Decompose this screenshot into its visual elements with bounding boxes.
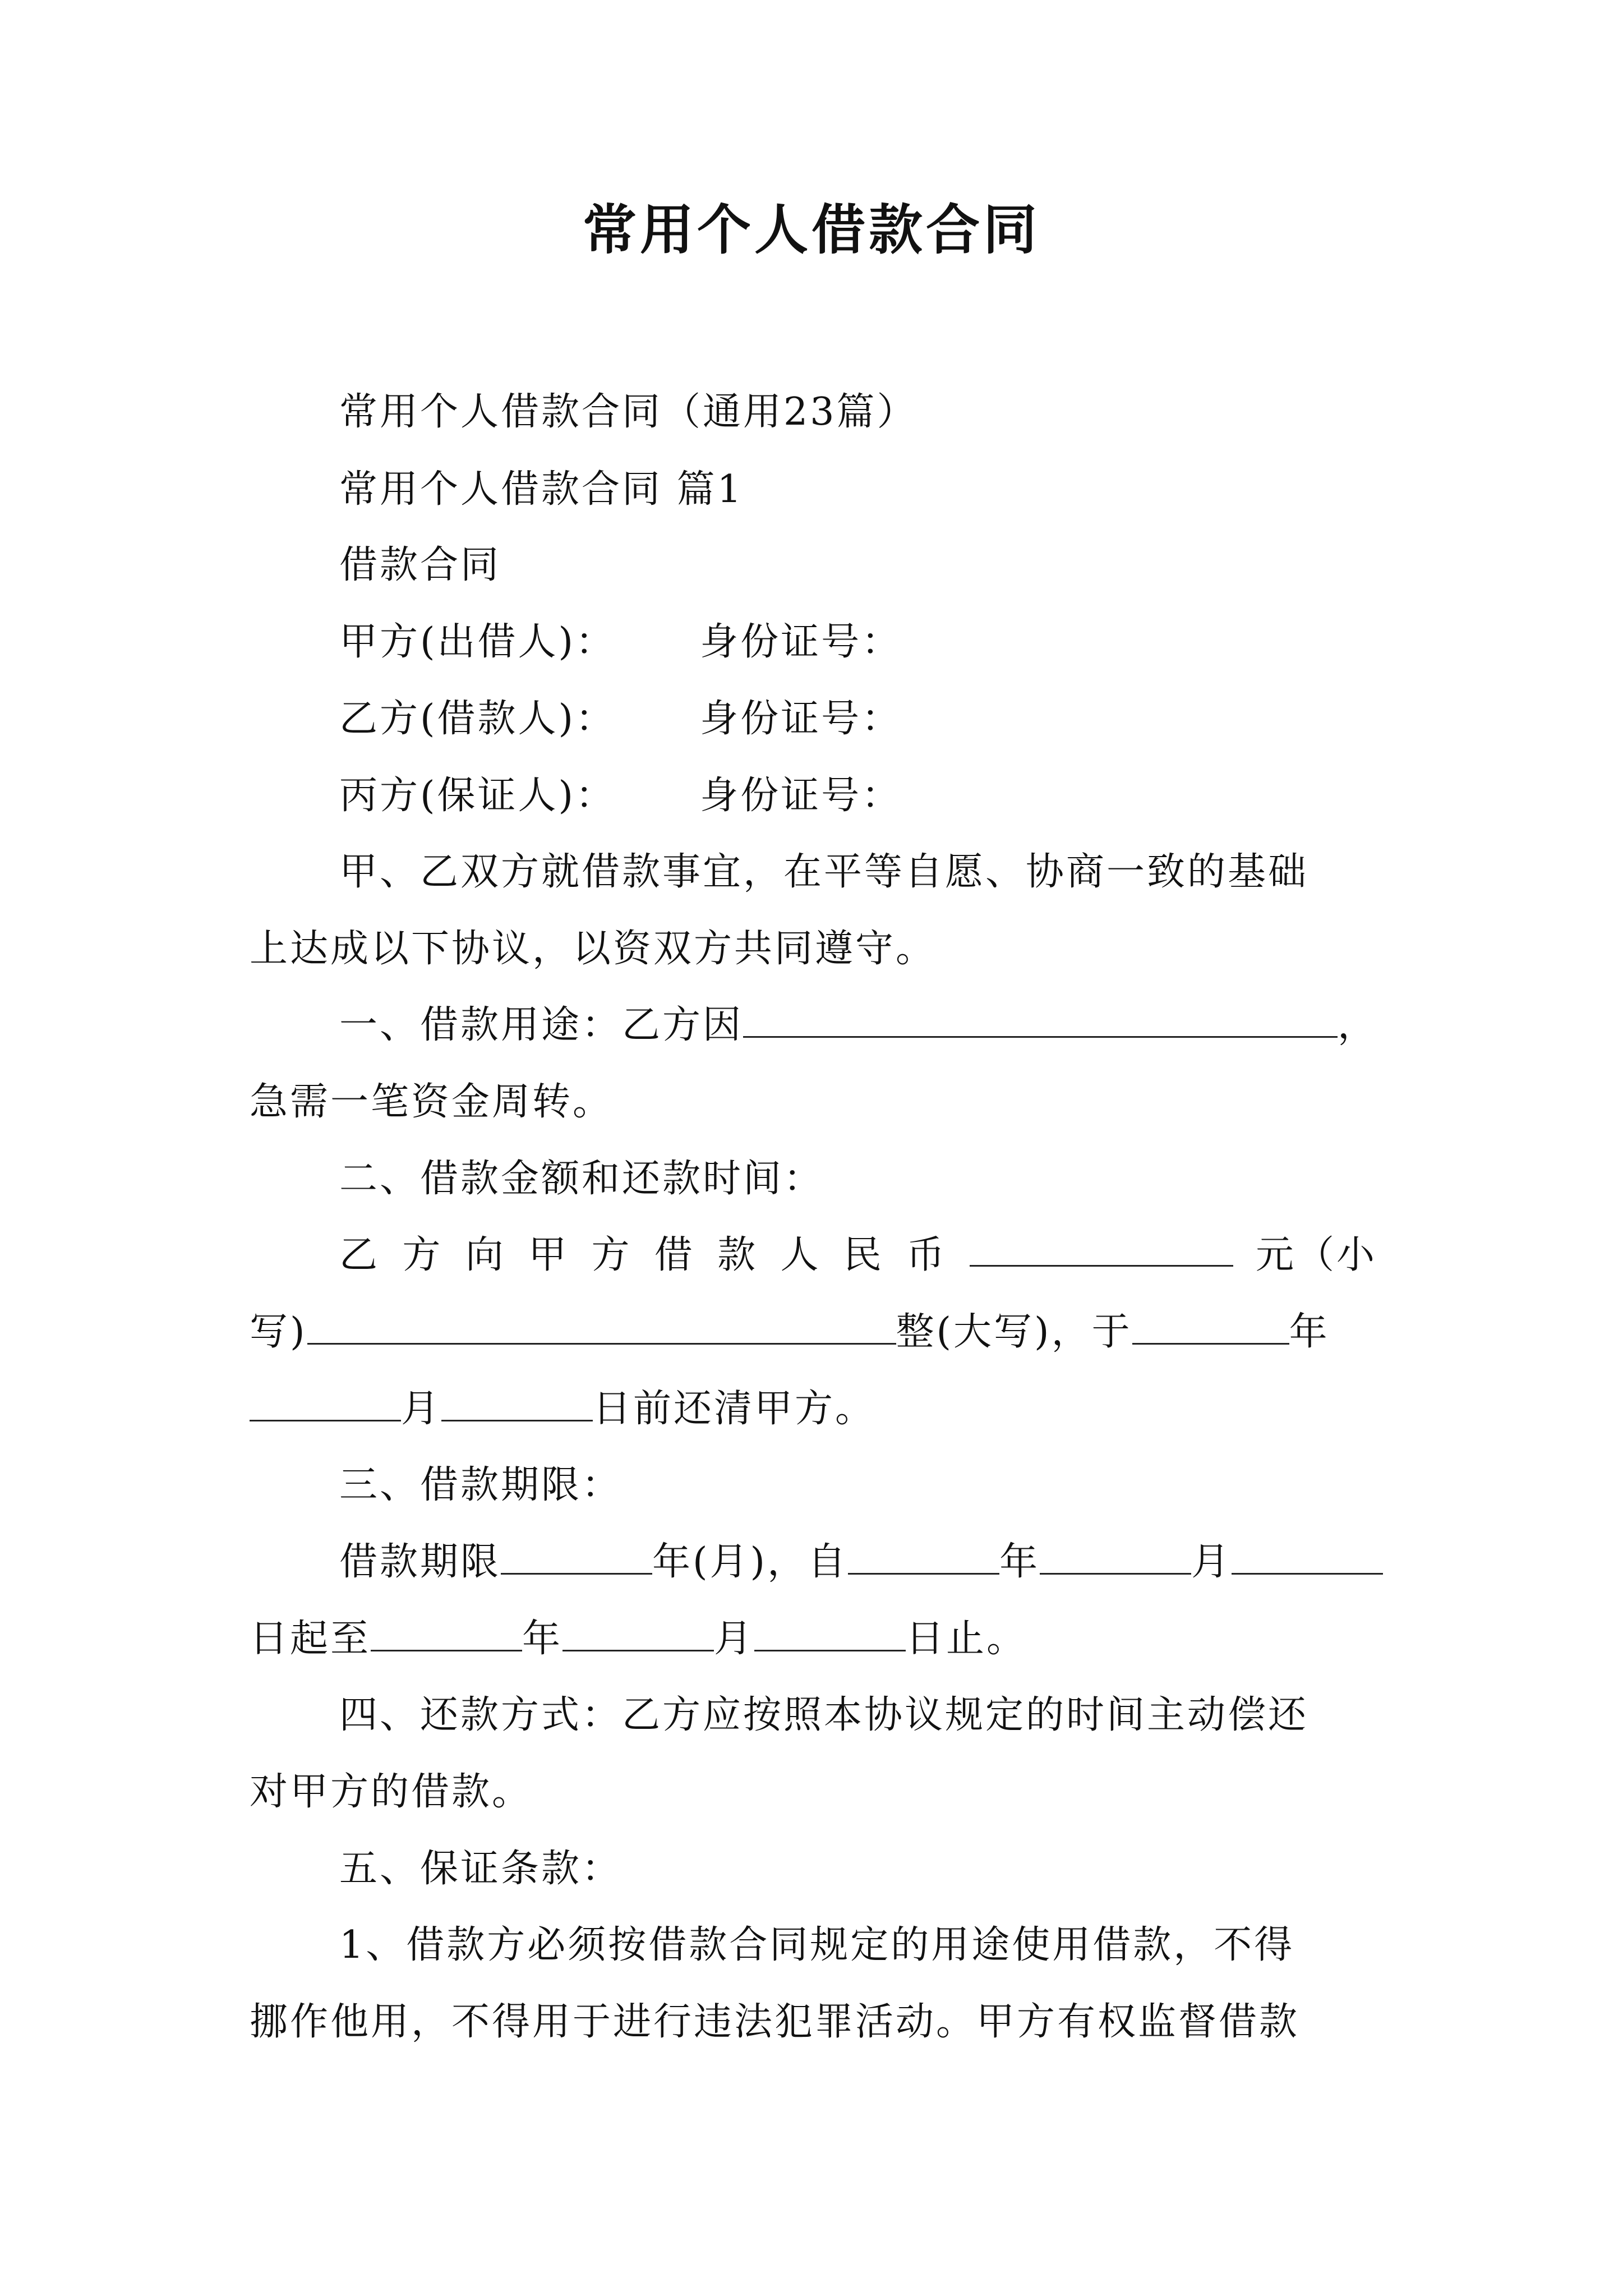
collection-title: 常用个人借款合同（通用23篇） [339, 390, 917, 434]
section-3-line-2 [250, 1614, 1377, 1664]
s2-char: 方 [402, 1233, 443, 1277]
repay-deadline-text: 日前还清甲方。 [593, 1387, 876, 1431]
party-a-line [250, 617, 1377, 668]
repay-month-blank [250, 1385, 401, 1421]
section-2-line-3 [250, 1384, 1377, 1434]
end-month-blank [562, 1615, 714, 1651]
purpose-blank [743, 1001, 1338, 1038]
section-2-line-2 [250, 1307, 1377, 1358]
contract-heading: 借款合同 [339, 543, 501, 587]
year-label: 年 [1289, 1310, 1330, 1354]
section-3-heading: 三、借款期限： [339, 1463, 623, 1507]
start-day-blank [1232, 1538, 1383, 1575]
s2-char: 甲 [528, 1233, 569, 1277]
start-year-blank [848, 1538, 999, 1575]
start-month-blank [1040, 1538, 1191, 1575]
repay-year-blank [1132, 1308, 1289, 1345]
intro-paragraph-line-1: 甲、乙双方就借款事宜，在平等自愿、协商一致的基础 [339, 850, 1309, 894]
section-4-line-2: 对甲方的借款。 [250, 1770, 533, 1814]
section-1-suffix: ， [1338, 1003, 1378, 1047]
section-1-line-2: 急需一笔资金周转。 [250, 1080, 614, 1124]
uppercase-label: 整(大写)，于 [896, 1310, 1132, 1354]
section-4-line-1: 四、还款方式：乙方应按照本协议规定的时间主动偿还 [339, 1693, 1309, 1737]
end-month-label: 月 [714, 1617, 755, 1661]
clause-5-1-line-2: 挪作他用，不得用于进行违法犯罪活动。甲方有权监督借款 [250, 2000, 1300, 2044]
party-a-label: 甲方(出借人)： [339, 620, 616, 664]
end-day-label: 日止。 [906, 1617, 1027, 1661]
part-title: 常用个人借款合同 篇1 [339, 467, 744, 512]
section-5-heading: 五、保证条款： [339, 1847, 623, 1891]
term-blank [501, 1538, 652, 1575]
clause-5-1-line-1: 1、借款方必须按借款合同规定的用途使用借款，不得 [339, 1923, 1295, 1967]
party-b-label: 乙方(借款人)： [339, 697, 616, 741]
section-1-prefix: 一、借款用途：乙方因 [339, 1003, 744, 1047]
section-3-line-1 [250, 1537, 1377, 1588]
start-day-label: 日起至 [250, 1617, 371, 1661]
s2-char: 人 [780, 1233, 821, 1277]
party-a-id-label: 身份证号： [700, 620, 902, 664]
s2-char: 借 [654, 1233, 695, 1277]
yuan-label: 元（小 [1255, 1233, 1377, 1277]
party-c-label: 丙方(保证人)： [339, 774, 616, 818]
s2-char: 币 [906, 1233, 947, 1277]
party-c-id-label: 身份证号： [700, 774, 902, 818]
intro-paragraph-line-2: 上达成以下协议，以资双方共同遵守。 [250, 927, 937, 971]
section-1-line-1 [250, 1000, 1377, 1051]
s2-char: 乙 [339, 1233, 380, 1277]
section-2-heading: 二、借款金额和还款时间： [339, 1157, 824, 1201]
party-b-id-label: 身份证号： [700, 697, 902, 741]
end-year-label: 年 [522, 1617, 563, 1661]
s2-char: 向 [465, 1233, 506, 1277]
lowercase-label-end: 写) [250, 1310, 307, 1354]
party-c-line [250, 771, 1377, 821]
amount-lowercase-blank [970, 1230, 1233, 1267]
term-label: 借款期限 [339, 1540, 501, 1584]
amount-uppercase-blank [307, 1308, 896, 1345]
party-b-line [250, 694, 1377, 744]
start-year-label: 年 [999, 1540, 1040, 1584]
end-day-blank [754, 1615, 906, 1651]
repay-day-blank [441, 1385, 593, 1421]
s2-char: 民 [843, 1233, 884, 1277]
month-label: 月 [401, 1387, 442, 1431]
section-2-line-1 [250, 1230, 1377, 1281]
end-year-blank [371, 1615, 522, 1651]
start-month-label: 月 [1191, 1540, 1232, 1584]
s2-char: 方 [591, 1233, 632, 1277]
term-unit-label: 年(月)，自 [652, 1540, 849, 1584]
document-title: 常用个人借款合同 [583, 198, 1040, 261]
s2-char: 款 [717, 1233, 758, 1277]
